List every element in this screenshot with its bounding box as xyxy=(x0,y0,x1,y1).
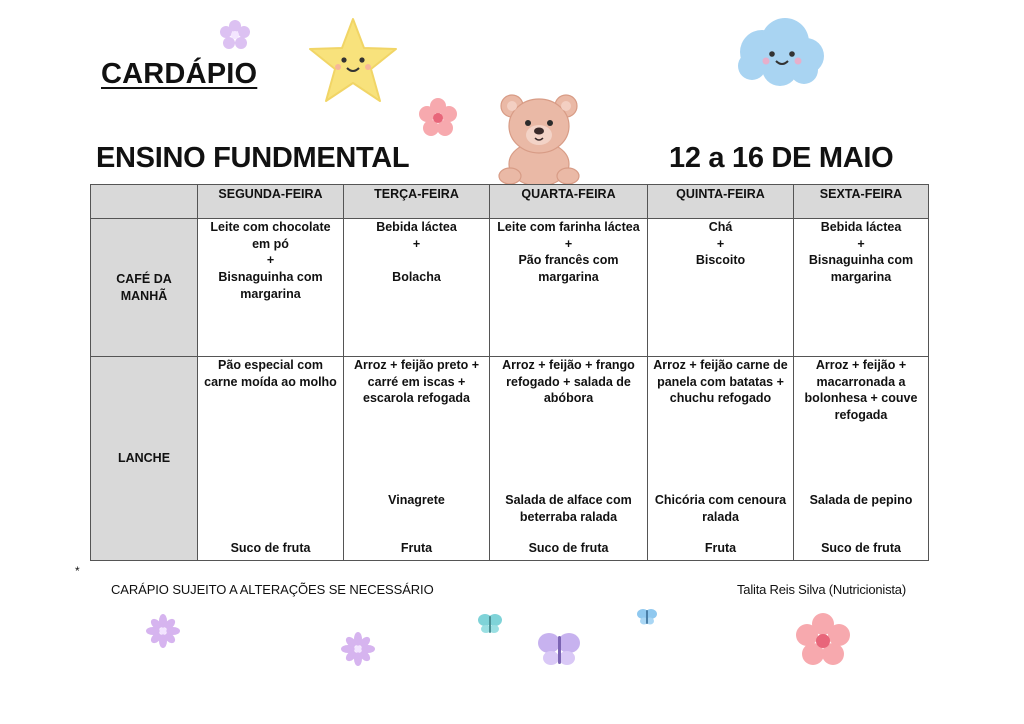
menu-text-line: Arroz + feijão carne de xyxy=(653,358,788,372)
menu-text-line: + xyxy=(266,253,275,268)
cafe-cell-friday xyxy=(794,219,929,357)
footnote-marker: * xyxy=(75,564,80,578)
menu-text-line xyxy=(348,252,485,269)
drink: Fruta xyxy=(704,541,737,555)
menu-text-line: + xyxy=(716,236,725,251)
menu-text-line: Leite com farinha láctea xyxy=(497,220,640,234)
menu-text-line: macarronada a xyxy=(816,374,906,389)
nutritionist-signature: Talita Reis Silva (Nutricionista) xyxy=(737,582,906,597)
pink-flower-icon xyxy=(794,612,852,670)
menu-text-line: Chicória com cenoura xyxy=(654,493,787,507)
menu-text-line: Bisnaguinha com xyxy=(218,270,323,285)
cafe-cell-monday xyxy=(198,219,344,357)
main-dish xyxy=(798,357,924,424)
salad xyxy=(494,492,643,525)
menu-text-line: Salada de pepino xyxy=(809,493,913,507)
row-label-line: MANHÃ xyxy=(120,288,168,303)
row-label-lanche: LANCHE xyxy=(91,357,198,561)
menu-text-line: Pão especial com xyxy=(218,358,323,372)
menu-text-line: Arroz + feijão + frango xyxy=(502,358,635,372)
butterfly-icon xyxy=(636,606,658,628)
menu-text-line: Vinagrete xyxy=(388,493,445,507)
menu-text-line: refogada xyxy=(834,408,888,423)
menu-text-line: Bebida láctea xyxy=(376,220,457,234)
lanche-cell-wednesday xyxy=(490,357,648,561)
menu-text-line: chuchu refogado xyxy=(669,391,772,406)
menu-text-line: refogado + salada de xyxy=(506,374,631,389)
main-dish xyxy=(652,357,789,407)
menu-text-line: Bisnaguinha com xyxy=(808,253,914,268)
lilac-flower-icon xyxy=(218,18,252,52)
menu-text-line: Bolacha xyxy=(392,270,441,285)
table-header-row xyxy=(91,185,929,219)
row-label-cafe xyxy=(91,219,198,357)
main-dish xyxy=(348,357,485,407)
menu-text-line: + xyxy=(564,236,573,251)
table-row xyxy=(91,357,929,561)
drink: Suco de fruta xyxy=(821,541,901,555)
menu-text-line: em pó xyxy=(252,236,289,251)
lilac-flower-icon xyxy=(341,632,375,666)
salad xyxy=(348,492,485,509)
salad xyxy=(798,492,924,509)
cafe-cell-tuesday xyxy=(344,219,490,357)
menu-text-line: escarola refogada xyxy=(363,391,470,406)
header-corner-cell xyxy=(91,185,198,219)
table-row xyxy=(91,219,929,357)
salad xyxy=(652,492,789,525)
drink: Fruta xyxy=(400,541,433,555)
menu-text-line: abóbora xyxy=(543,391,594,406)
main-dish xyxy=(202,357,339,390)
butterfly-icon xyxy=(536,628,582,670)
drink: Suco de fruta xyxy=(528,541,609,555)
cafe-cell-thursday xyxy=(648,219,794,357)
menu-text-line: bolonhesa + couve xyxy=(804,391,918,406)
lanche-cell-thursday xyxy=(648,357,794,561)
menu-text-line: Biscoito xyxy=(695,253,746,268)
menu-text-line: margarina xyxy=(830,270,892,285)
lanche-cell-friday xyxy=(794,357,929,561)
school-level-heading: ENSINO FUNDMENTAL xyxy=(96,142,410,174)
lanche-cell-monday xyxy=(198,357,344,561)
day-header-wednesday: QUARTA-FEIRA xyxy=(490,185,648,219)
menu-table xyxy=(90,184,929,561)
menu-text-line: ralada xyxy=(702,509,739,524)
menu-title: CARDÁPIO xyxy=(101,58,258,90)
disclaimer-note: CARÁPIO SUJEITO A ALTERAÇÕES SE NECESSÁRIO xyxy=(111,582,434,597)
day-header-monday: SEGUNDA-FEIRA xyxy=(198,185,344,219)
day-header-tuesday: TERÇA-FEIRA xyxy=(344,185,490,219)
butterfly-icon xyxy=(476,610,504,638)
star-icon xyxy=(306,16,400,106)
menu-text-line: Pão francês com xyxy=(518,253,619,268)
main-dish xyxy=(494,357,643,407)
menu-text-line: Chá xyxy=(708,220,733,234)
week-dates: 12 a 16 DE MAIO xyxy=(669,142,894,174)
menu-text-line: panela com batatas + xyxy=(657,374,784,389)
menu-text-line: beterraba ralada xyxy=(519,509,618,524)
menu-text-line: carré em iscas + xyxy=(367,374,466,389)
menu-text-line: Salada de alface com xyxy=(505,493,632,507)
day-header-friday: SEXTA-FEIRA xyxy=(794,185,929,219)
menu-text-line: + xyxy=(857,236,865,251)
day-header-thursday: QUINTA-FEIRA xyxy=(648,185,794,219)
menu-text-line: + xyxy=(412,236,421,251)
pink-flower-icon xyxy=(416,96,460,140)
row-label-line: CAFÉ DA xyxy=(116,271,172,286)
menu-text-line: Bebida láctea xyxy=(820,220,902,234)
cafe-cell-wednesday xyxy=(490,219,648,357)
cloud-icon xyxy=(730,14,828,88)
menu-text-line: margarina xyxy=(240,286,301,301)
lanche-cell-tuesday xyxy=(344,357,490,561)
menu-text-line: Arroz + feijão preto + xyxy=(353,358,480,372)
lilac-flower-icon xyxy=(146,614,180,648)
menu-text-line: margarina xyxy=(538,270,599,285)
menu-text-line: carne moída ao molho xyxy=(204,374,337,389)
drink: Suco de fruta xyxy=(230,541,311,555)
menu-text-line: Arroz + feijão + xyxy=(815,358,907,372)
menu-text-line: Leite com chocolate xyxy=(210,220,331,234)
teddy-bear-icon xyxy=(494,90,584,186)
